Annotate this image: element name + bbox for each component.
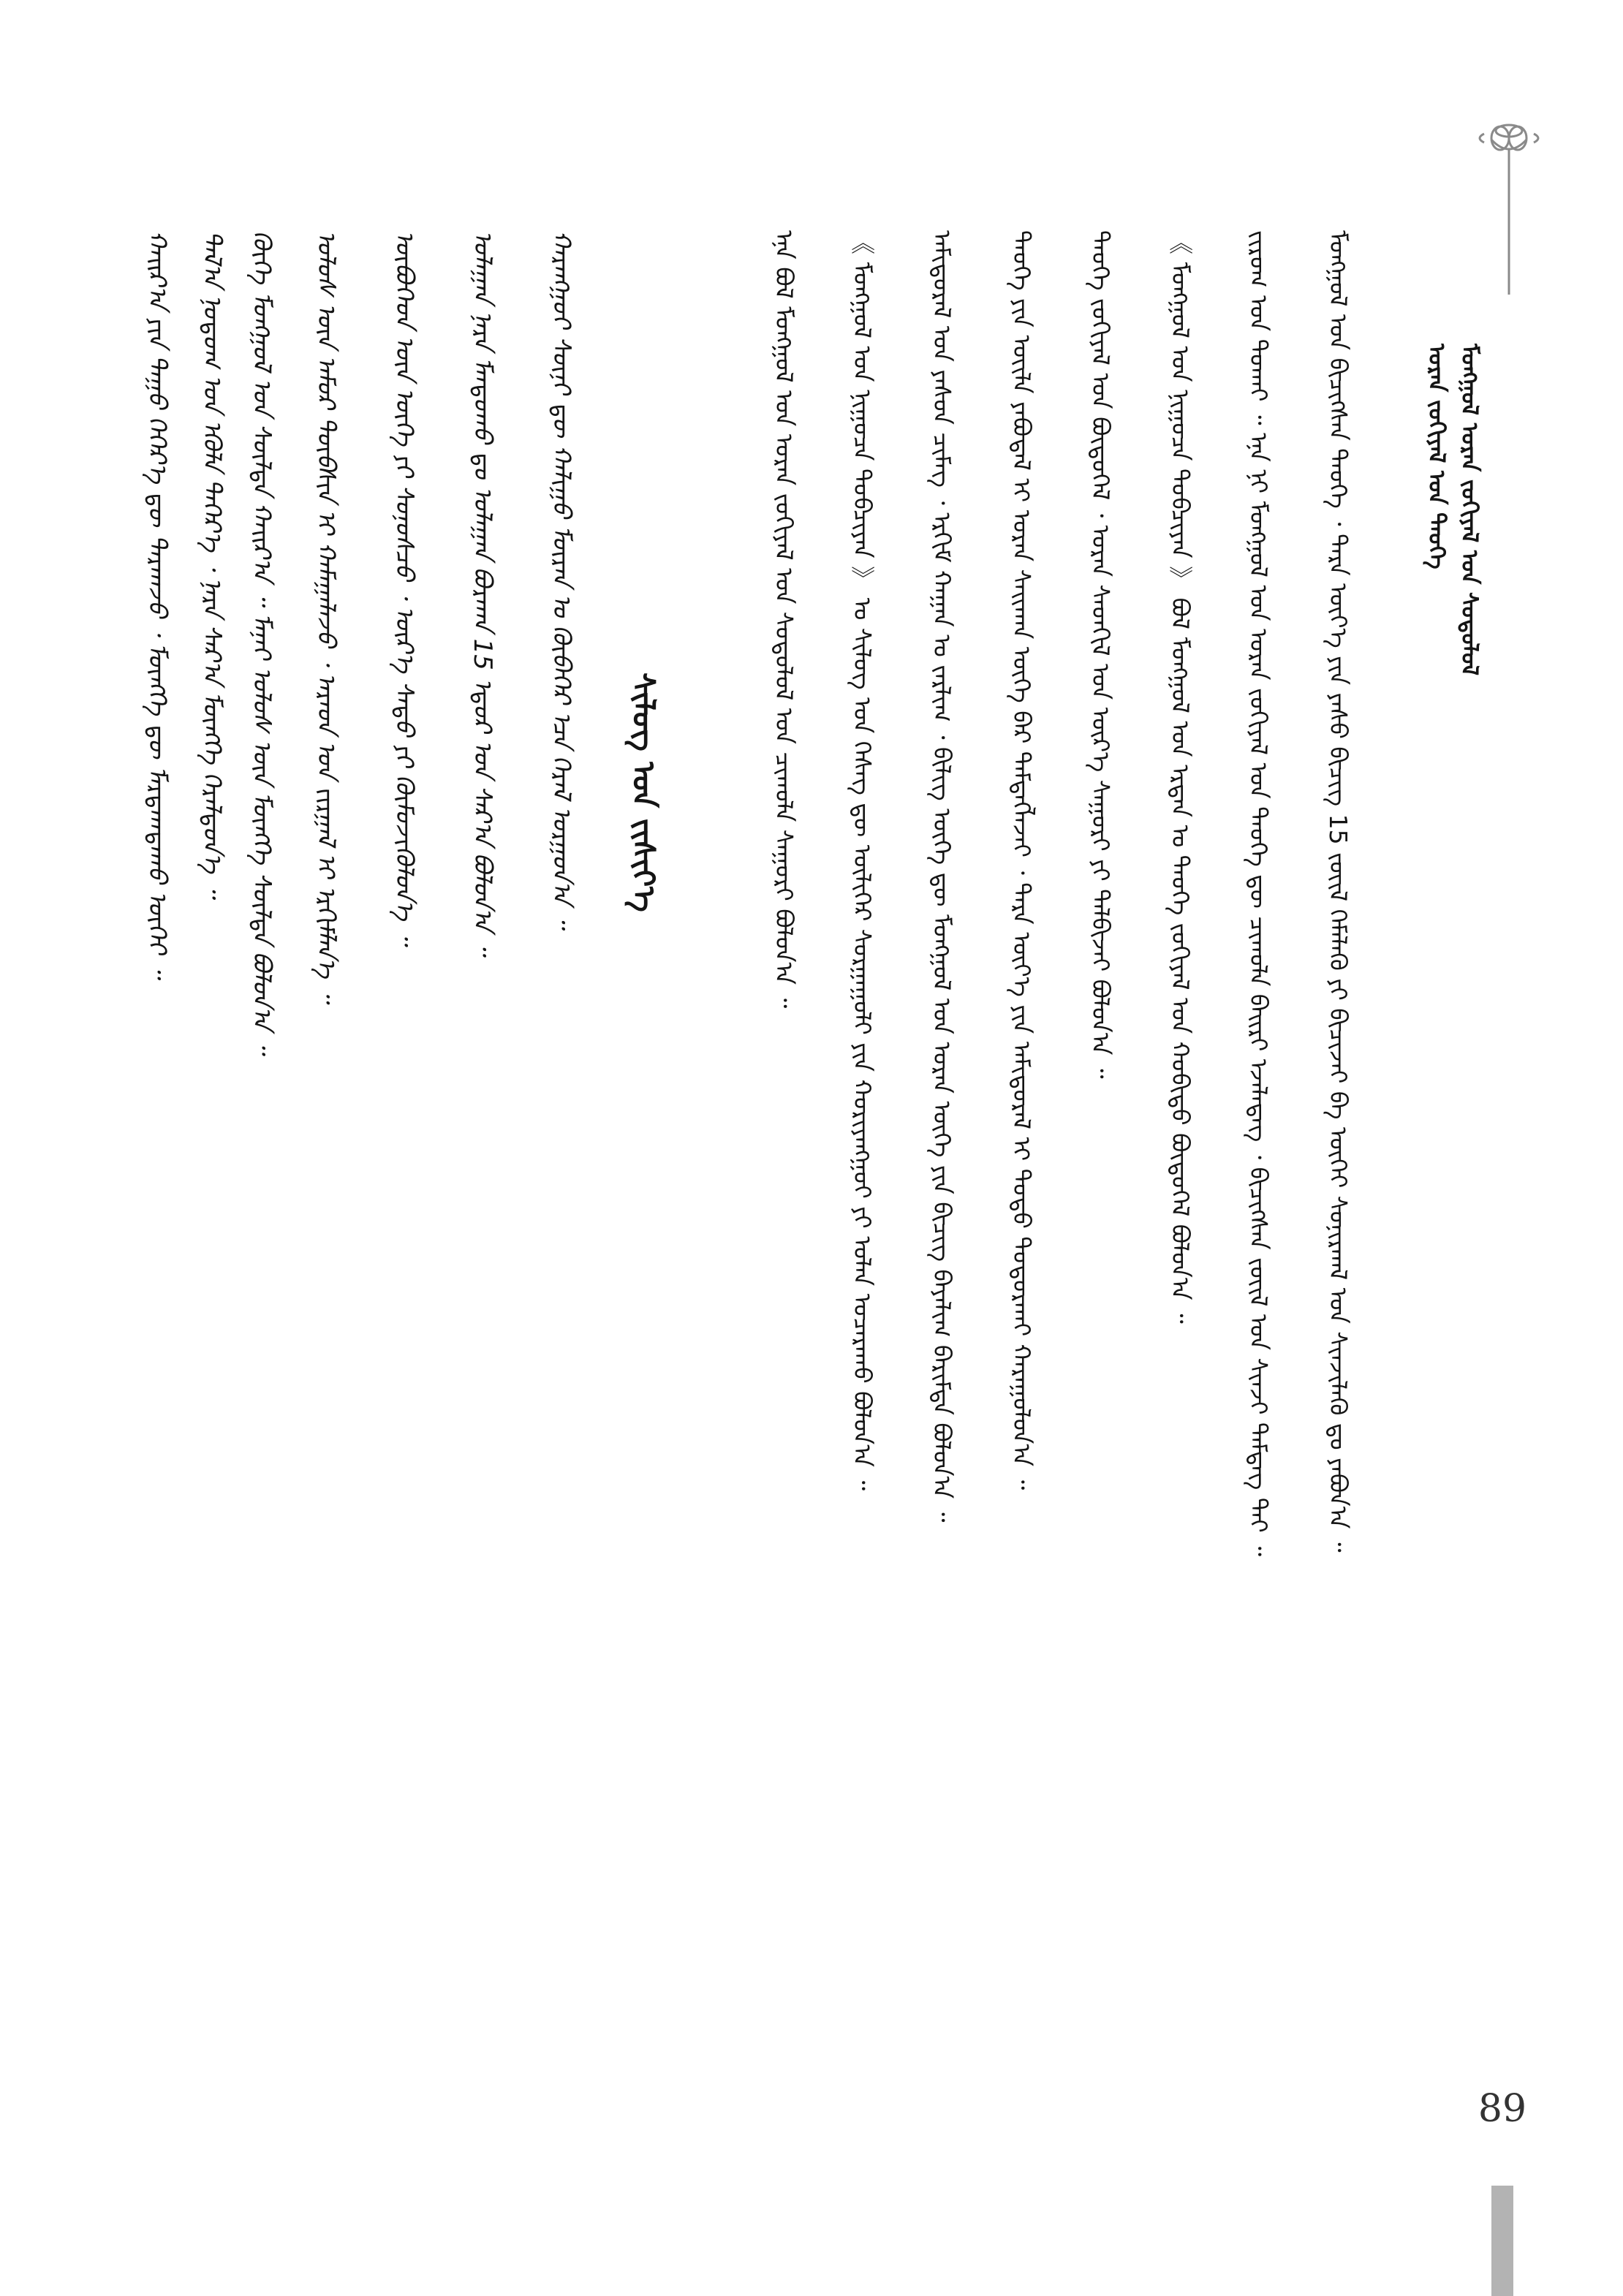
poem-line: ᠬᠠᠷᠠᠩᠭᠤᠢ ᠰᠦᠨᠢ ᠳᠦ ᠬᠠᠯᠢᠭᠤ ᠮᠦᠷᠡᠨ ᠤ ᠬᠦᠪᠡᠭᠡᠷ ᠡᠴᠡ ᠭᠡᠷᠡᠯ ᠤᠷᠭᠤᠨ᠎ᠠ ᠃ — [547, 230, 576, 928]
poem-line: ᠬᠠᠢᠷ᠎ᠠ ᠶᠢᠨ ᠳᠠᠭᠤ ᠬᠡᠭᠡᠷ᠎ᠡ ᠳᠦ ᠲᠠᠷᠬᠠᠵᠤ ᠂ ᠮᠥᠩᠬᠡ ᠳᠦ ᠮᠠᠷᠲᠠᠭᠳᠠᠬᠤ ᠦᠭᠡᠢ ᠃ — [143, 230, 172, 978]
poem-line: ᠤᠯᠤᠰ ᠦᠨ ᠠᠮᠤᠷ ᠲᠦᠪᠰᠢᠨ ᠢ ᠬᠠᠮᠠᠭᠠᠯᠠᠵᠤ ᠂ ᠠᠷᠠᠳ ᠤᠨ ᠵᠢᠷᠭᠠᠯ ᠢ ᠡᠷᠬᠢᠮᠯᠡᠨ᠎ᠡ ᠃ — [311, 230, 341, 1003]
poem-line: ᠤᠯᠠᠭᠠᠨ ᠨᠠᠷᠠ ᠮᠠᠨᠳᠤᠬᠤ ᠳᠤ ᠤᠯᠠᠭᠠᠨ ᠪᠤᠷᠬᠠᠨ 15 ᠡᠳᠦᠷ ᠤᠨ ᠰᠠᠷ᠎ᠠ ᠪᠣᠯᠤᠨ᠎ᠠ ᠃ — [468, 230, 497, 955]
running-head-line: ᠤᠷᠠᠨ ᠵᠣᠬᠢᠶᠠᠯ ᠤᠨ ᠲᠡᠦᠬᠡ — [1423, 344, 1450, 569]
paragraph-line: 《 ᠮᠣᠩᠭᠣᠯ ᠤᠨ ᠨᠢᠭᠤᠴᠠ ᠲᠣᠪᠴᠢᠶᠠᠨ 》 ᠤ ᠰᠢᠯᠦᠭ ᠤᠨ ᠬᠡᠰᠡᠭ ᠳᠦ ᠦᠯᠢᠭᠡᠷ ᠰᠤᠷᠭᠠᠭᠤᠯᠢ ᠶᠢᠨ ᠬᠣᠷᠢᠶᠠᠩᠭᠤᠢ ᠶᠢ ᠣᠯᠠᠨ ᠤᠴᠠᠷᠠᠬᠤ ᠪᠣᠯᠤᠨ᠎ᠠ ᠃ — [848, 230, 877, 1491]
poem-line: ᠦᠪᠦᠭᠡᠳ ᠦᠨ ᠦᠭᠡ ᠶᠢ ᠰᠣᠨᠣᠰᠴᠤ ᠂ ᠦᠷ᠎ᠡ ᠰᠠᠳᠤ ᠶᠢ ᠬᠦᠮᠦᠵᠢᠭᠦᠯᠦᠨ᠎ᠡ ᠃ — [390, 230, 419, 945]
paragraph-line: ᠠᠮᠢᠳᠤᠷᠠᠯ ᠤᠨ ᠶᠠᠰᠤᠨ ᠴᠢᠮᠡᠭ ᠂ ᠡᠷᠬᠢᠮ ᠬᠠᠭᠠᠨ ᠤ ᠵᠠᠷᠯᠢᠭ ᠂ ᠪᠢᠯᠢᠭ ᠦᠭᠡ ᠳᠦ ᠮᠣᠩᠭᠣᠯ ᠤᠨ ᠤᠷᠠᠨ ᠦᠭᠡ ᠶᠢᠨ ᠪᠢᠴᠢᠭ ᠪᠠᠶᠠᠯᠢᠭ ᠪᠠᠷᠢᠮᠲᠠ ᠪᠣᠯᠤᠨ᠎ᠠ ᠃ — [928, 230, 956, 1523]
paragraph-line: ᠮᠣᠩᠭᠣᠯ ᠤᠨ ᠪᠢᠴᠢᠭᠰᠡᠨ ᠲᠡᠦᠬᠡ ᠂ ᠲᠡᠷᠡ ᠦᠶ᠎ᠡ ᠶᠢᠨ ᠶᠠᠰᠤ ᠪᠢᠴᠢᠭ 15 ᠵᠦᠢᠯ ᠬᠡᠮᠡᠯᠡᠬᠦ ᠶᠢ ᠪᠢᠴᠢᠵᠡᠢ ᠪᠠ ᠦᠭᠡᠢ ᠰᠣᠨᠢᠷᠬᠠᠯ ᠤᠨ ᠰᠢᠨᠵᠢᠯᠡᠬᠦ ᠳᠤ ᠶᠠᠪᠤᠨ᠎ᠠ ᠃ — [1324, 230, 1352, 1553]
paragraph-line: ᠲᠡᠦᠬᠡ ᠵᠣᠬᠢᠶᠠᠯ ᠤᠨ ᠪᠦᠲᠦᠭᠡᠯ ᠂ ᠤᠷᠠᠨ ᠰᠡᠳᠬᠢᠯ ᠤᠨ ᠦᠷ᠎ᠡ ᠰᠠᠭᠤᠷᠢ ᠶᠢ ᠲᠠᠯᠪᠢᠵᠠᠢ ᠪᠣᠯᠤᠨ᠎ᠠ ᠃ — [1086, 230, 1115, 1079]
page-edge-bar — [1491, 2186, 1513, 2296]
paragraph-line: ᠡᠨᠡ ᠪᠣᠯ ᠮᠣᠩᠭᠣᠯ ᠤᠨ ᠤᠷᠠᠨ ᠵᠣᠬᠢᠶᠠᠯ ᠤᠨ ᠰᠣᠳᠤᠯᠤᠯ ᠤᠨ ᠴᠢᠬᠤᠯᠠ ᠰᠠᠭᠤᠷᠢ ᠪᠣᠯᠤᠨ᠎ᠠ ᠃ — [770, 230, 798, 1009]
page-number: 89 — [1478, 2087, 1527, 2131]
section-heading: ᠰᠢᠯᠦᠭ ᠤᠨ ᠵᠢᠱᠢᠶ᠎ᠡ — [626, 672, 662, 912]
poem-line: ᠬᠦᠬᠡ ᠮᠣᠩᠭᠣᠯ ᠤᠨ ᠰᠦᠯᠳᠡ ᠬᠠᠢᠷ᠎ᠠ ᠃ ᠮᠠᠨᠠᠢ ᠤᠯᠤᠰ ᠦᠨ ᠮᠥᠩᠬᠡ ᠰᠦᠯᠳᠡ ᠪᠣᠯᠤᠨ᠎ᠠ ᠃ — [247, 230, 276, 1054]
poem-line: ᠲᠠᠯ᠎ᠠ ᠨᠤᠲᠤᠭ ᠤᠨ ᠡᠭᠦᠯᠡ ᠳᠡᠭᠡᠷ᠎ᠡ ᠂ ᠨᠠᠷᠠ ᠰᠠᠷ᠎ᠠ ᠮᠥᠩᠬᠡ ᠭᠡᠷᠡᠯᠲᠦᠨ᠎ᠡ ᠃ — [197, 230, 227, 898]
knot-ornament-icon — [1469, 121, 1550, 296]
paragraph-line: ᠲᠡᠦᠬᠡ ᠶᠢᠨ ᠦᠢᠯᠡ ᠶᠠᠪᠤᠳᠠᠯ ᠢ ᠤᠷᠠᠨ ᠰᠠᠢᠬᠠᠨ ᠦᠭᠡ ᠪᠡᠷ ᠲᠡᠮᠳᠡᠭᠯᠡᠵᠡᠢ ᠂ ᠲᠡᠷᠡ ᠦᠶ᠎ᠡ ᠶᠢᠨ ᠠᠮᠢᠳᠤᠷᠠᠯ ᠢ ᠲᠣᠳᠣ ᠲᠣᠳᠤᠷᠬᠠᠢ ᠬᠠᠷᠠᠭᠤᠯᠤᠨ᠎ᠠ ᠃ — [1007, 230, 1036, 1490]
paragraph-line: ᠵᠢᠷᠤᠭ ᠤᠨ ᠲᠤᠬᠠᠢ ᠃ ᠡᠨᠡ ᠨᠢ ᠮᠣᠩᠭᠣᠯ ᠤᠨ ᠤᠷᠠᠨ ᠵᠣᠬᠢᠶᠠᠯ ᠤᠨ ᠲᠡᠦᠬᠡ ᠳᠦ ᠴᠢᠬᠤᠯᠠ ᠪᠠᠢᠷᠢ ᠡᠵᠡᠯᠡᠳᠡᠭ ᠂ ᠪᠢᠴᠢᠭᠰᠡᠨ ᠵᠦᠢᠯ ᠤᠨ ᠰᠢᠨᠵᠢ ᠲᠡᠮᠳᠡᠭ ᠲᠠᠢ ᠃ — [1244, 230, 1273, 1557]
paragraph-line: 《 ᠮᠣᠩᠭᠣᠯ ᠤᠨ ᠨᠢᠭᠤᠴᠠ ᠲᠣᠪᠴᠢᠶᠠᠨ 》 ᠪᠣᠯ ᠮᠣᠩᠭᠣᠯ ᠤᠨ ᠡᠷᠲᠡᠨ ᠤ ᠲᠡᠦᠬᠡ ᠵᠣᠬᠢᠶᠠᠯ ᠤᠨ ᠬᠤᠪᠢᠳᠤ ᠪᠦᠲᠦᠭᠡᠯ ᠪᠣᠯᠤᠨ᠎ᠠ ᠃ — [1166, 230, 1195, 1324]
running-head-line: ᠮᠣᠩᠭᠣᠯ ᠤᠷᠠᠨ ᠵᠣᠬᠢᠶᠠᠯ ᠤᠨ ᠰᠣᠳᠤᠯᠤᠯ — [1456, 344, 1483, 676]
